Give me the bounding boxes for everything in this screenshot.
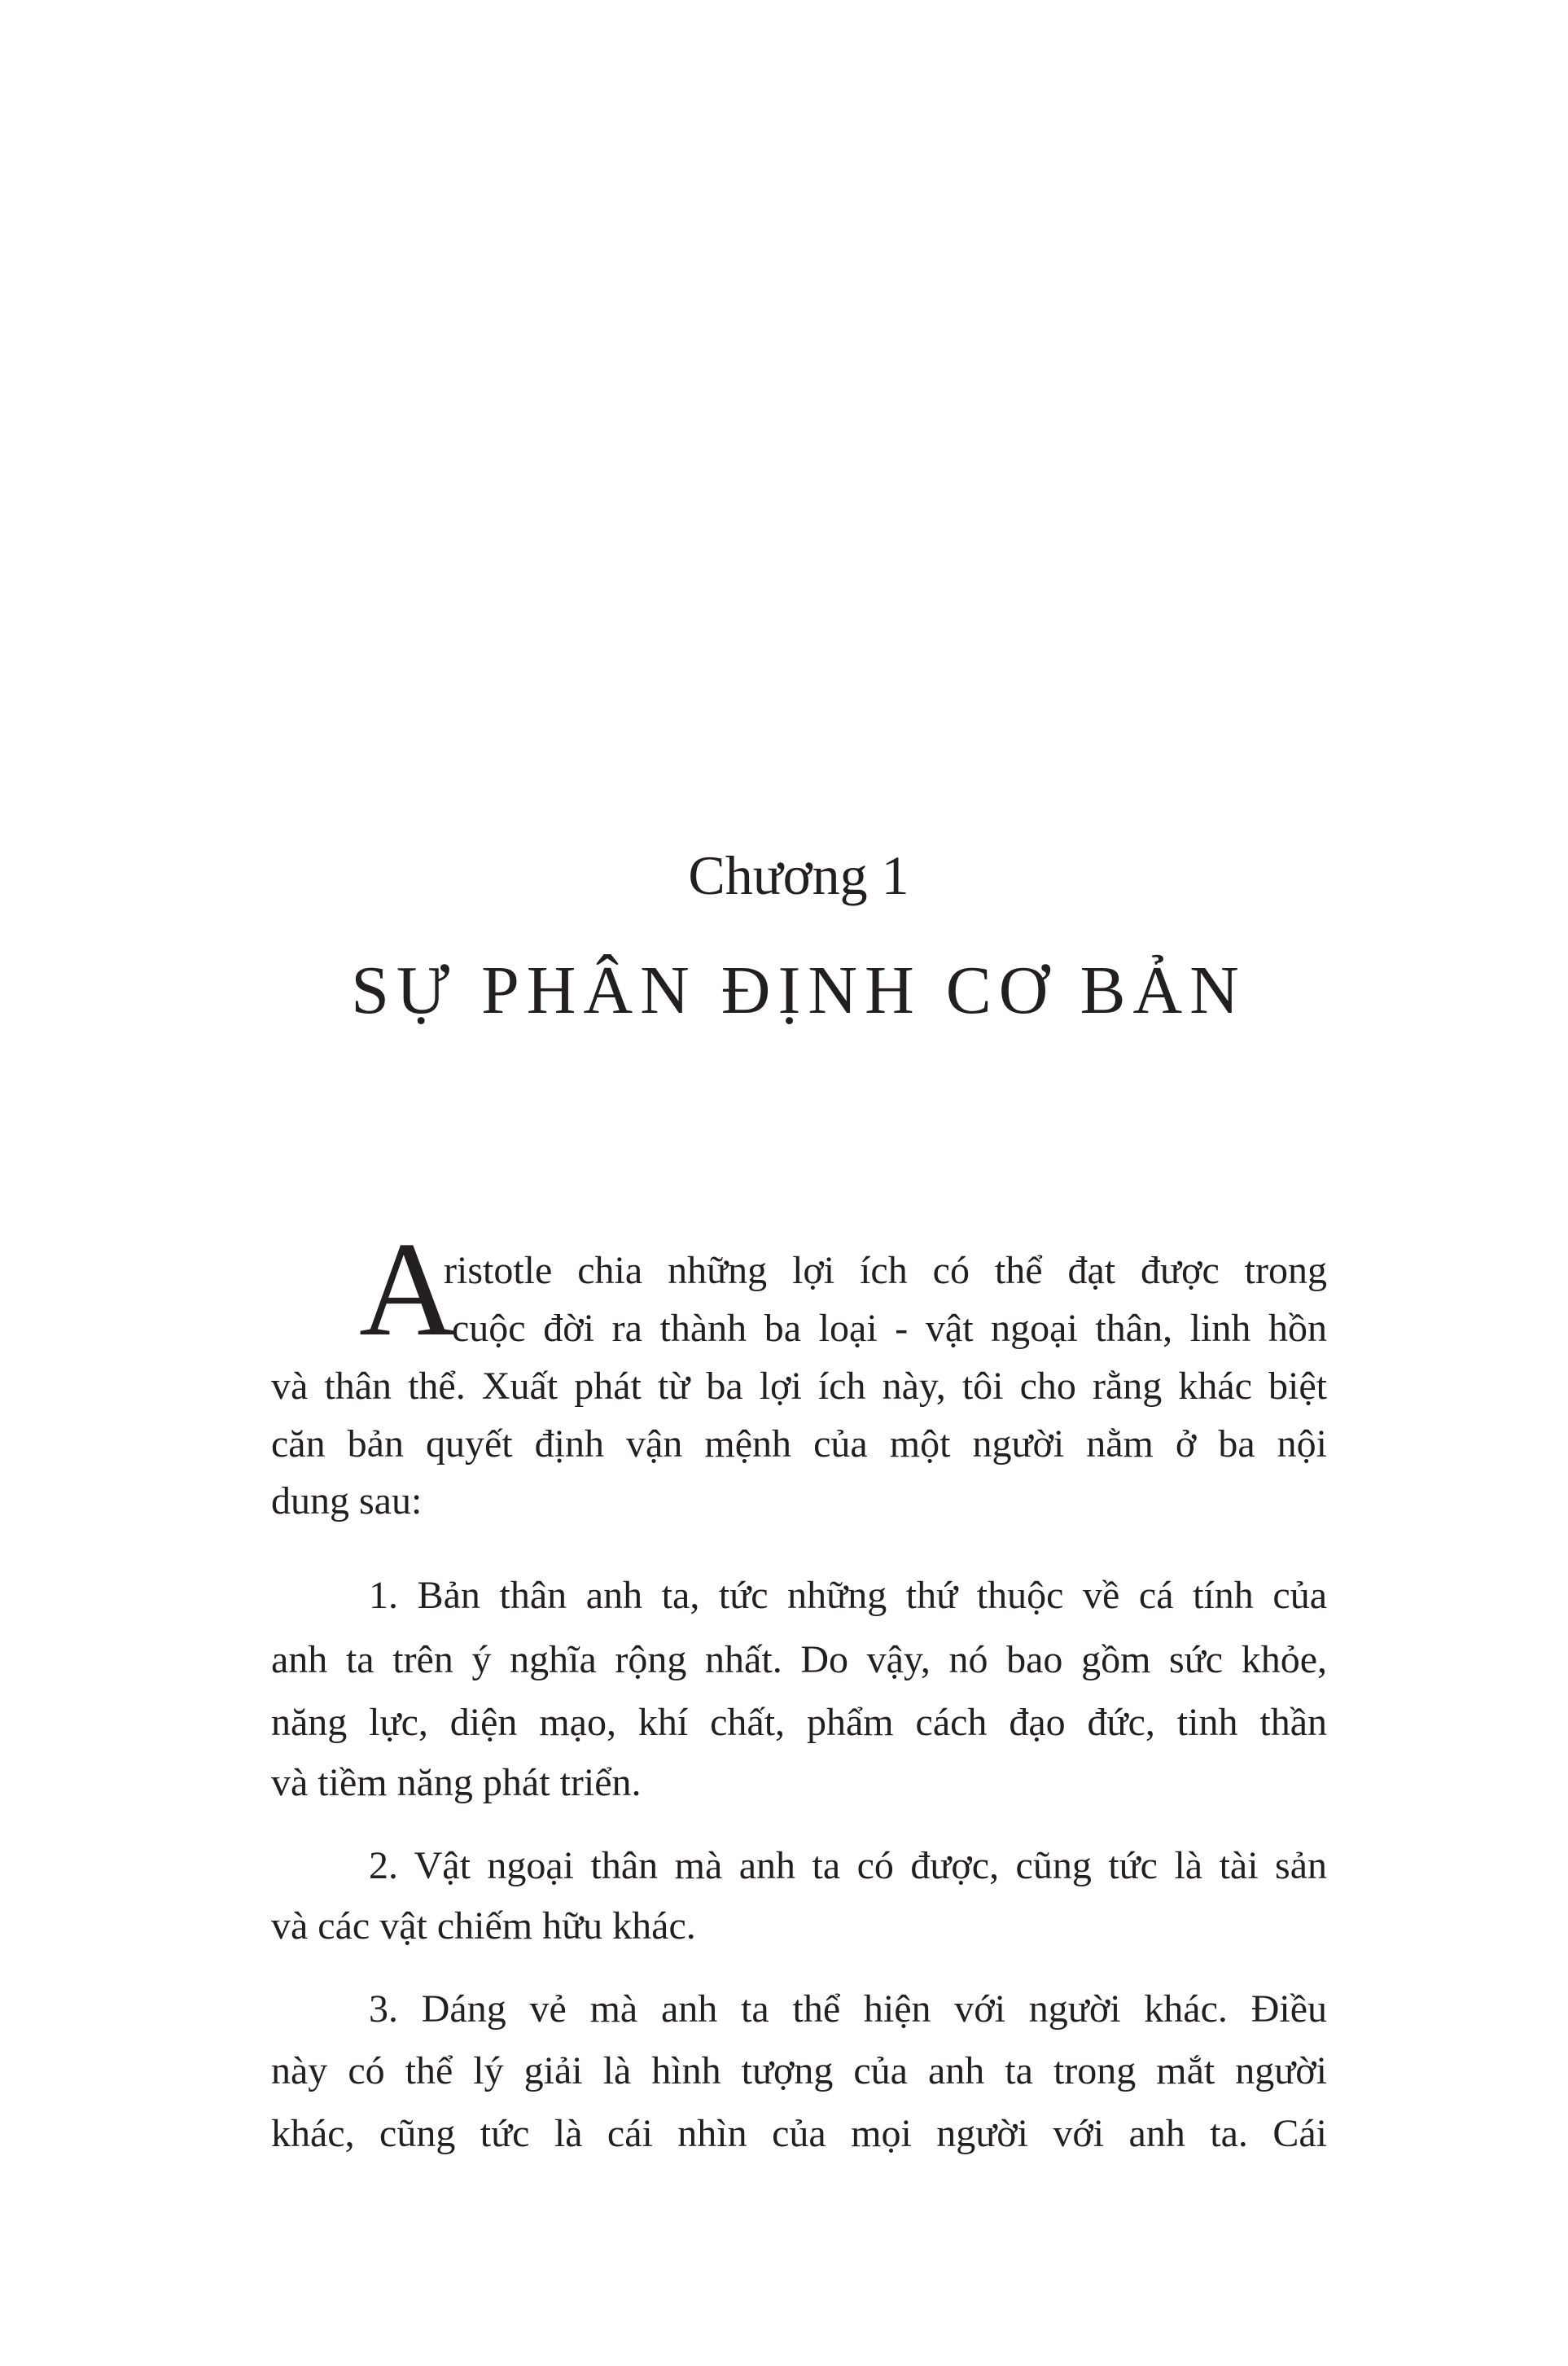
- drop-cap: A: [359, 1214, 457, 1364]
- text-line: và tiềm năng phát triển.: [271, 1761, 642, 1804]
- text-line: 1. Bản thân anh ta, tức những thứ thuộc về cá tính của: [369, 1576, 1327, 1617]
- chapter-title: SỰ PHÂN ĐỊNH CƠ BẢN: [351, 953, 1246, 1028]
- chapter-label: Chương 1: [688, 844, 909, 906]
- text-line: ristotle chia những lợi ích có thể đạt được trong: [444, 1251, 1327, 1292]
- text-line: 3. Dáng vẻ mà anh ta thể hiện với người khác. Điều: [369, 1990, 1327, 2031]
- text-line: và thân thể. Xuất phát từ ba lợi ích này, tôi cho rằng khác biệt: [271, 1367, 1327, 1408]
- text-line: và các vật chiếm hữu khác.: [271, 1904, 696, 1948]
- text-line: năng lực, diện mạo, khí chất, phẩm cách đạo đức, tinh thần: [271, 1703, 1327, 1744]
- text-line: cuộc đời ra thành ba loại - vật ngoại thân, linh hồn: [452, 1309, 1327, 1350]
- text-line: khác, cũng tức là cái nhìn của mọi người với anh ta. Cái: [271, 2114, 1327, 2155]
- text-line: căn bản quyết định vận mệnh của một người nằm ở ba nội: [271, 1425, 1327, 1466]
- text-line: 2. Vật ngoại thân mà anh ta có được, cũng tức là tài sản: [369, 1847, 1327, 1887]
- text-line: này có thể lý giải là hình tượng của anh ta trong mắt người: [271, 2052, 1327, 2092]
- text-line: anh ta trên ý nghĩa rộng nhất. Do vậy, nó bao gồm sức khỏe,: [271, 1641, 1327, 1681]
- text-line: dung sau:: [271, 1479, 423, 1523]
